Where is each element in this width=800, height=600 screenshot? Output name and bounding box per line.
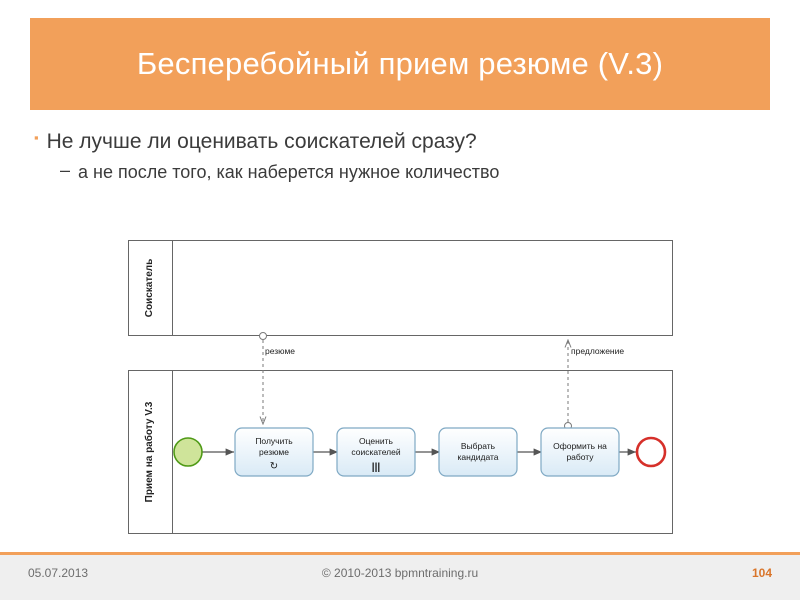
bullet-level1 xyxy=(34,128,769,156)
pool-soiskatel xyxy=(129,241,673,336)
end-event xyxy=(637,438,665,466)
task-poluchit-rezume xyxy=(235,428,313,476)
dash-bullet-icon: – xyxy=(60,160,71,181)
bullet-list xyxy=(34,128,769,185)
lane-label-soiskatel: Соискатель xyxy=(144,258,155,318)
task-label-line1: Выбрать xyxy=(460,441,496,451)
parallel-multi-instance-marker-icon: ||| xyxy=(371,462,381,473)
page-title: Бесперебойный прием резюме (V.3) xyxy=(136,46,664,82)
footer-copyright: © 2010-2013 bpmntraining.ru xyxy=(321,566,479,580)
task-label-line2: соискателей xyxy=(351,447,401,457)
task-ocenit-soiskatelej xyxy=(337,428,415,476)
bpmn-diagram xyxy=(128,240,673,535)
start-event xyxy=(174,438,202,466)
lane-label-priem: Прием на работу V.3 xyxy=(144,401,155,503)
bullet-level2 xyxy=(60,160,769,184)
task-label-line2: резюме xyxy=(258,447,290,457)
task-vybrat-kandidata xyxy=(439,428,517,476)
bullet-level1-text: Не лучше ли оценивать соискателей сразу? xyxy=(46,130,477,153)
task-label-line1: Получить xyxy=(255,436,293,446)
loop-marker-icon: ↻ xyxy=(269,461,279,472)
task-oformit-na-rabotu xyxy=(541,428,619,476)
bullet-level2-text: а не после того, как наберется нужное количество xyxy=(78,162,500,183)
footer-page-number: 104 xyxy=(751,566,772,580)
message-flow-label-predlozhenie: предложение xyxy=(571,346,625,356)
task-label-line1: Оценить xyxy=(359,436,393,446)
footer-date: 05.07.2013 xyxy=(28,566,89,580)
task-label-line2: кандидата xyxy=(457,452,499,462)
slide-title-band xyxy=(30,18,770,110)
task-label-line1: Оформить на xyxy=(553,441,607,451)
square-bullet-icon: ▪ xyxy=(34,130,39,145)
message-flow-label-rezume: резюме xyxy=(265,346,296,356)
task-label-line2: работу xyxy=(566,452,594,462)
